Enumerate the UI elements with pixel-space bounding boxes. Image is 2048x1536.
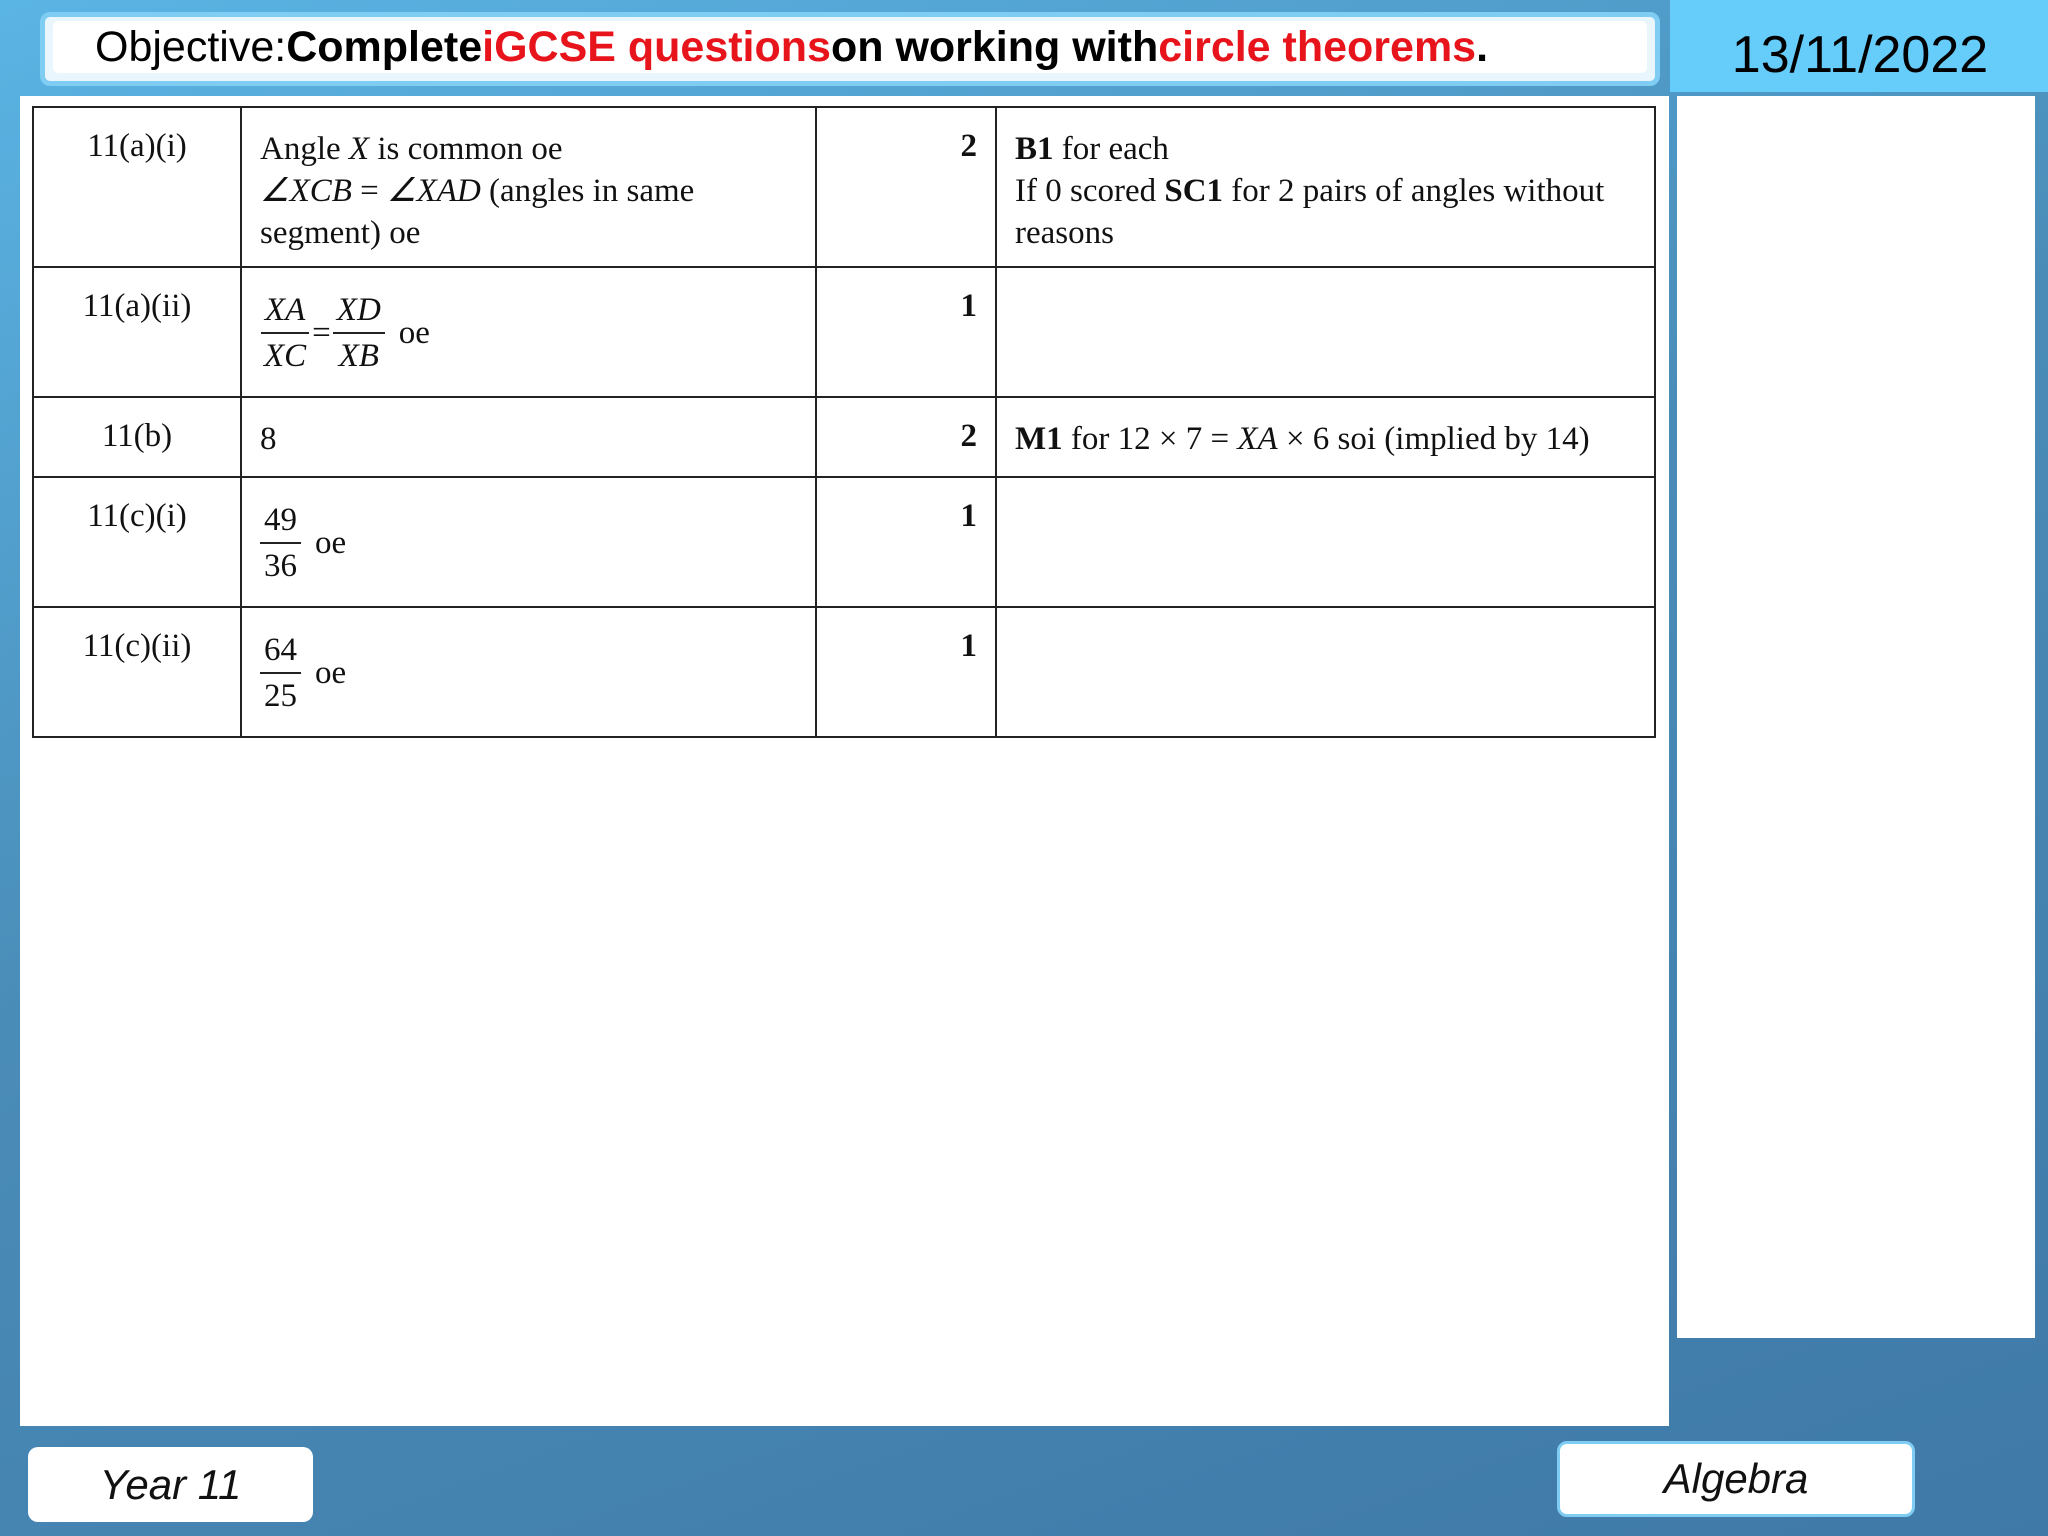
oe-label: oe [315,525,347,561]
question-number: 11(a)(ii) [33,267,241,397]
year-label: Year 11 [28,1447,313,1522]
numerator: 49 [260,498,301,544]
objective-banner [40,12,1660,86]
fraction [260,498,301,588]
topic-label: Algebra [1557,1441,1915,1517]
marks-cell: 1 [816,607,996,737]
answer-text: is common oe [369,131,563,167]
oe-label: oe [315,655,347,691]
answer-cell: 8 [241,397,816,477]
objective-period: . [1476,22,1489,71]
fraction [260,288,310,378]
angle-xcb: ∠XCB [260,173,352,209]
guidance-text: reasons [1015,215,1114,251]
partial-marks-cell [996,107,1655,267]
numerator: 64 [260,628,301,674]
denominator: XB [338,338,379,374]
question-number: 11(b) [33,397,241,477]
main-content-panel [20,96,1669,1426]
denominator: 36 [264,548,297,584]
mark-code: M1 [1015,421,1063,457]
denominator: 25 [264,678,297,714]
table-row [33,267,1655,397]
partial-marks-cell [996,397,1655,477]
oe-label: oe [398,315,430,351]
guidance-text: for 12 × 7 = [1062,421,1238,457]
table-row [33,397,1655,477]
marks-cell: 1 [816,477,996,607]
partial-marks-cell [996,477,1655,607]
marks-cell: 2 [816,107,996,267]
answer-variable: X [348,131,370,167]
objective-highlight-circle-theorems: circle theorems [1158,22,1477,71]
answer-text: = [351,173,388,209]
fraction [333,288,385,378]
table-row [33,477,1655,607]
numerator: XD [333,288,385,334]
answer-cell [241,107,816,267]
question-number: 11(c)(ii) [33,607,241,737]
marks-cell: 2 [816,397,996,477]
partial-marks-cell [996,267,1655,397]
lesson-date: 13/11/2022 [1731,26,1989,84]
guidance-text: × 6 soi (implied by 14) [1277,421,1590,457]
question-number: 11(c)(i) [33,477,241,607]
mark-code: B1 [1015,131,1054,167]
equals-sign: = [312,315,331,351]
answer-cell [241,607,816,737]
partial-marks-cell [996,607,1655,737]
answer-cell [241,477,816,607]
question-number: 11(a)(i) [33,107,241,267]
answer-text: (angles in same [480,173,695,209]
table-row [33,107,1655,267]
numerator: XA [261,288,309,334]
objective-text [53,21,1647,73]
denominator: XC [264,338,307,374]
objective-highlight-igcse: iGCSE questions [482,22,831,71]
objective-part3: on working with [830,22,1159,71]
guidance-text: If 0 scored [1015,173,1165,209]
objective-label: Objective: [95,22,287,71]
mark-code: SC1 [1164,173,1224,209]
marks-cell: 1 [816,267,996,397]
angle-xad: ∠XAD [387,173,481,209]
objective-part1: Complete [286,22,483,71]
table-row [33,607,1655,737]
answer-text: Angle [260,131,349,167]
answer-cell [241,267,816,397]
fraction [260,628,301,718]
guidance-text: for each [1053,131,1169,167]
guidance-variable: XA [1237,421,1278,457]
guidance-text: for 2 pairs of angles without [1223,173,1605,209]
answer-text: segment) oe [260,215,421,251]
side-panel [1677,96,2035,1338]
mark-scheme-table [32,106,1656,738]
